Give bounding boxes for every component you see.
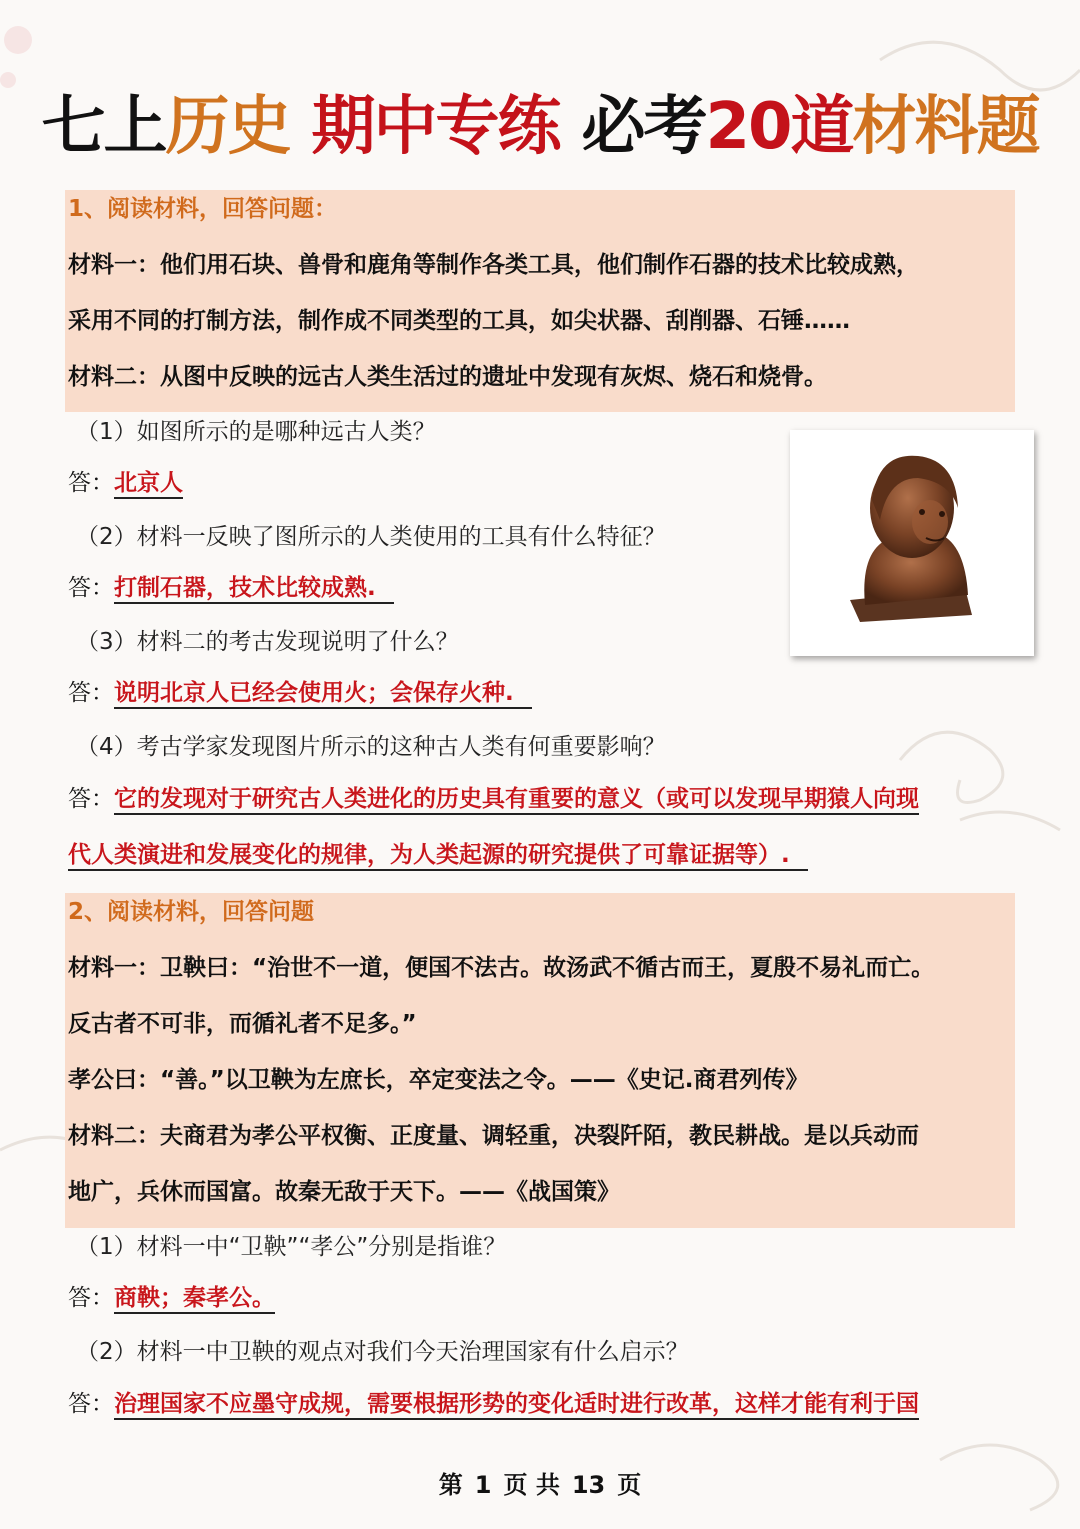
peking-man-bust-image — [790, 430, 1034, 656]
title-part-must: 必考 — [581, 90, 706, 164]
title-part-type: 材料题 — [852, 90, 1039, 164]
q1-answer4-line1 — [68, 784, 919, 814]
q2-answer1-text: 商鞅；秦孝公。 — [114, 1285, 275, 1314]
q1-answer1 — [68, 468, 183, 498]
page-number-current: 1 — [474, 1471, 492, 1499]
q1-material1-line1: 材料一：他们用石块、兽骨和鹿角等制作各类工具，他们制作石器的技术比较成熟， — [68, 252, 919, 278]
bust-icon — [790, 430, 1034, 656]
q1-answer4-line2 — [68, 840, 808, 870]
q1-answer2-text: 打制石器，技术比较成熟. — [114, 575, 394, 604]
q1-answer3-text: 说明北京人已经会使用火；会保存火种. — [114, 680, 532, 709]
q2-heading: 2、阅读材料，回答问题 — [68, 899, 315, 925]
q2-answer2 — [68, 1389, 919, 1419]
q1-answer4-text-line2: 代人类演进和发展变化的规律，为人类起源的研究提供了可靠证据等）. — [68, 842, 808, 871]
title-part-practice: 期中专练 — [311, 90, 560, 164]
q1-sub1: （1）如图所示的是哪种远古人类？ — [76, 419, 436, 445]
q1-sub3: （3）材料二的考古发现说明了什么？ — [76, 629, 459, 655]
q2-material1-line2: 反古者不可非，而循礼者不足多。” — [68, 1011, 417, 1037]
q1-sub4: （4）考古学家发现图片所示的这种古人类有何重要影响？ — [76, 734, 666, 760]
q2-material2-line2: 地广，兵休而国富。故秦无敌于天下。——《战国策》 — [68, 1179, 620, 1205]
q1-answer3 — [68, 678, 532, 708]
title-part-count: 20道 — [705, 90, 853, 164]
q1-material1-line2: 采用不同的打制方法，制作成不同类型的工具，如尖状器、刮削器、石锤…… — [68, 308, 850, 334]
answer-label: 答： — [68, 786, 114, 812]
q2-material1-line3: 孝公曰：“善。”以卫鞅为左庶长，卒定变法之令。——《史记.商君列传》 — [68, 1067, 809, 1093]
q2-material1-line1: 材料一：卫鞅曰：“治世不一道，便国不法古。故汤武不循古而王，夏殷不易礼而亡。 — [68, 955, 935, 981]
q1-answer4-text-line1: 它的发现对于研究古人类进化的历史具有重要的意义（或可以发现早期猿人向现 — [114, 786, 919, 815]
q1-heading: 1、阅读材料，回答问题： — [68, 196, 338, 222]
answer-label: 答： — [68, 1391, 114, 1417]
page-number-prefix: 第 — [438, 1471, 463, 1499]
q2-sub1: （1）材料一中“卫鞅”“孝公”分别是指谁？ — [76, 1234, 507, 1260]
title-part-subject: 历史 — [165, 90, 290, 164]
page-number-total: 13 — [571, 1471, 606, 1499]
q1-material2: 材料二：从图中反映的远古人类生活过的遗址中发现有灰烬、烧石和烧骨。 — [68, 364, 827, 390]
page-title — [0, 82, 1080, 172]
q1-sub2: （2）材料一反映了图所示的人类使用的工具有什么特征？ — [76, 524, 666, 550]
q2-answer2-text: 治理国家不应墨守成规，需要根据形势的变化适时进行改革，这样才能有利于国 — [114, 1391, 919, 1420]
answer-label: 答： — [68, 680, 114, 706]
q2-sub2: （2）材料一中卫鞅的观点对我们今天治理国家有什么启示？ — [76, 1339, 689, 1365]
answer-label: 答： — [68, 1285, 114, 1311]
q2-answer1 — [68, 1283, 275, 1313]
page-number-mid: 页 共 — [503, 1471, 560, 1499]
q1-answer2 — [68, 573, 394, 603]
q1-answer1-text: 北京人 — [114, 470, 183, 499]
title-part-grade: 七上 — [41, 90, 166, 164]
q2-material2-line1: 材料二：夫商君为孝公平权衡、正度量、调轻重，决裂阡陌，教民耕战。是以兵动而 — [68, 1123, 919, 1149]
page-number — [0, 1470, 1080, 1500]
page-number-suffix: 页 — [617, 1471, 642, 1499]
answer-label: 答： — [68, 470, 114, 496]
answer-label: 答： — [68, 575, 114, 601]
